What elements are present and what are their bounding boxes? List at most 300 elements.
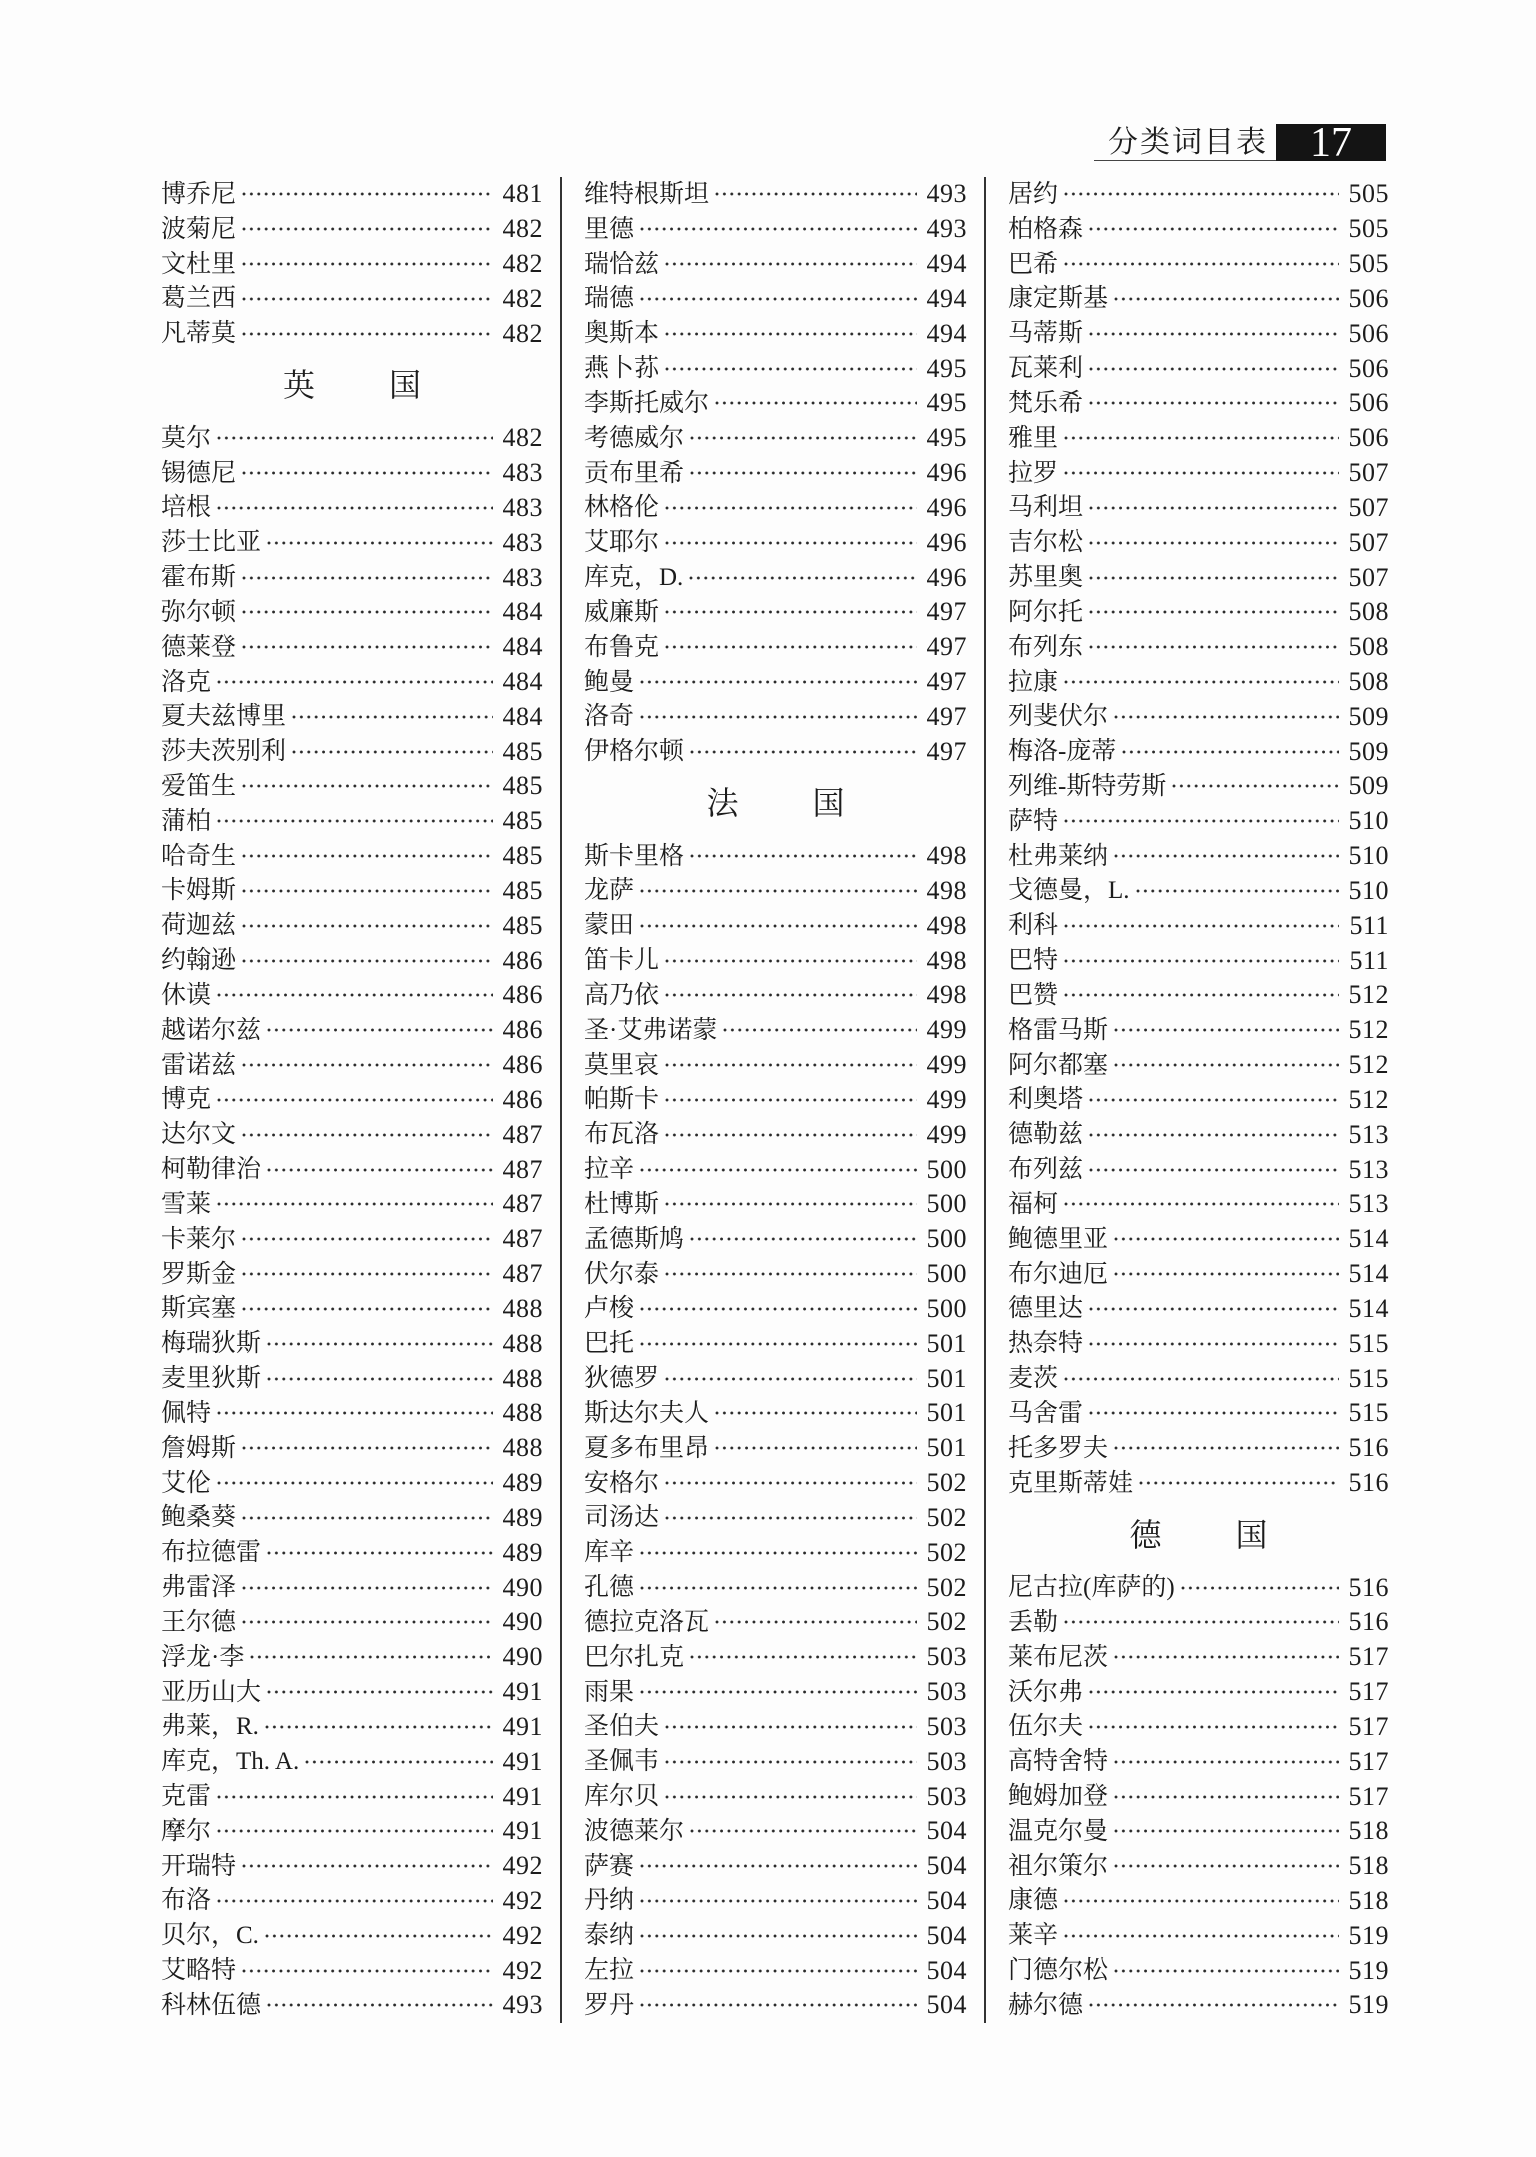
entry-page-number: 506 [1348,423,1389,453]
entry-page-number: 517 [1348,1746,1389,1776]
entry-name: 波德莱尔 [584,1817,685,1845]
index-entry [584,1048,967,1083]
entry-name: 伍尔夫 [1008,1713,1084,1741]
entry-page-number: 496 [926,458,967,488]
entry-name: 博乔尼 [161,180,237,208]
index-entry [1008,699,1389,734]
dot-leader [267,1341,492,1347]
dot-leader [665,1794,916,1800]
index-entry [161,1431,543,1466]
entry-page-number: 505 [1348,214,1389,244]
index-entry [1008,769,1389,804]
entry-name: 洛奇 [584,703,635,731]
index-entry [1008,595,1389,630]
dot-leader [715,1410,916,1416]
entry-name: 蒲柏 [161,807,212,835]
entry-page-number: 515 [1348,1398,1389,1428]
index-entry [1008,1431,1389,1466]
index-entry [584,386,967,421]
entry-page-number: 498 [926,910,967,940]
index-entry [584,1117,967,1152]
index-entry [584,1292,967,1327]
dot-leader [1089,1132,1338,1138]
index-entry [161,1744,543,1779]
entry-page-number: 485 [502,736,543,766]
dot-leader [242,644,492,650]
dot-leader [242,1863,492,1869]
dot-leader [1089,400,1338,406]
dot-leader [1064,1898,1338,1904]
index-entry [1008,1709,1389,1744]
dot-leader [1114,1759,1338,1765]
entry-name: 拉辛 [584,1156,635,1184]
entry-page-number: 495 [926,388,967,418]
dot-leader [640,923,916,929]
index-entry [161,1013,543,1048]
entry-page-number: 509 [1348,701,1389,731]
index-entry [1008,1361,1389,1396]
entry-name: 布瓦洛 [584,1121,660,1149]
entry-page-number: 519 [1348,1955,1389,1985]
index-entry [161,1152,543,1187]
entry-page-number: 505 [1348,249,1389,279]
entry-page-number: 504 [926,1990,967,2020]
entry-page-number: 482 [502,214,543,244]
entry-name: 贝尔，C. [161,1922,259,1950]
index-entry [1008,525,1389,560]
dot-leader [242,1968,492,1974]
entry-page-number: 500 [926,1293,967,1323]
dot-leader [217,818,492,824]
dot-leader [1114,1271,1338,1277]
dot-leader [665,505,916,511]
dot-leader [242,853,492,859]
entry-page-number: 506 [1348,283,1389,313]
index-entry [584,421,967,456]
dot-leader [1064,435,1338,441]
entry-name: 克雷 [161,1783,212,1810]
index-entry [161,1640,543,1675]
entry-name: 哈奇生 [161,842,237,870]
entry-page-number: 484 [502,597,543,627]
entry-page-number: 486 [502,980,543,1010]
dot-leader [217,1201,492,1207]
dot-leader [690,749,916,755]
entry-name: 鲍曼 [584,668,635,696]
index-entry [1008,1152,1389,1187]
dot-leader [1064,992,1338,998]
dot-leader [1089,1167,1338,1173]
index-entry [1008,1326,1389,1361]
entry-page-number: 515 [1348,1363,1389,1393]
entry-page-number: 507 [1348,458,1389,488]
dot-leader [640,679,916,685]
dot-leader [665,1724,916,1730]
entry-name: 罗斯金 [161,1260,237,1288]
entry-page-number: 482 [502,249,543,279]
entry-page-number: 484 [502,701,543,731]
dot-leader [217,1828,492,1834]
index-entry [584,281,967,316]
entry-page-number: 483 [502,458,543,488]
entry-name: 帕斯卡 [584,1086,660,1114]
entry-page-number: 492 [502,1885,543,1915]
dot-leader [217,679,492,685]
index-entry [161,525,543,560]
index-entry [584,212,967,247]
index-entry [1008,1953,1389,1988]
dot-leader [640,2002,916,2008]
entry-page-number: 489 [502,1468,543,1498]
entry-name: 库克，D. [584,564,684,592]
entry-page-number: 508 [1348,667,1389,696]
index-entry [1008,1048,1389,1083]
dot-leader [292,714,492,720]
entry-name: 巴赞 [1008,981,1059,1009]
dot-leader [267,540,492,546]
index-entry [584,316,967,351]
index-entry [584,1257,967,1292]
dot-leader [242,331,492,337]
entry-name: 拉罗 [1008,459,1059,487]
entry-page-number: 487 [502,1119,543,1149]
entry-name: 梵乐希 [1008,389,1084,417]
entry-page-number: 519 [1348,1920,1389,1950]
entry-name: 赫尔德 [1008,1991,1084,2019]
entry-name: 凡蒂莫 [161,320,237,348]
entry-page-number: 499 [926,1084,967,1114]
entry-page-number: 516 [1348,1468,1389,1498]
entry-name: 利科 [1008,912,1059,940]
entry-name: 维特根斯坦 [584,180,710,208]
entry-page-number: 498 [926,841,967,871]
dot-leader [1089,2002,1338,2008]
dot-leader [640,1306,916,1312]
index-entry [1008,1884,1389,1919]
entry-name: 德莱登 [161,633,237,661]
dot-leader [1089,226,1338,232]
dot-leader [690,470,916,476]
index-entry [584,1570,967,1605]
entry-name: 雨果 [584,1678,635,1706]
entry-page-number: 500 [926,1154,967,1184]
index-entry [161,1918,543,1953]
dot-leader [242,888,492,894]
entry-page-number: 483 [502,562,543,592]
dot-leader [665,644,916,650]
entry-page-number: 512 [1348,980,1389,1010]
index-entry [161,1605,543,1640]
index-entry [161,1257,543,1292]
dot-leader [217,1410,492,1416]
entry-name: 杜弗莱纳 [1008,842,1109,870]
dot-leader [640,1863,916,1869]
dot-leader [665,1271,916,1277]
dot-leader [1114,1062,1338,1068]
entry-page-number: 497 [926,597,967,627]
dot-leader [715,400,916,406]
entry-name: 圣伯夫 [584,1713,660,1741]
index-entry [161,943,543,978]
index-entry [584,1152,967,1187]
index-entry [161,281,543,316]
dot-leader [267,1167,492,1173]
index-entry [1008,386,1389,421]
index-entry [1008,1779,1389,1814]
entry-name: 布鲁克 [584,633,660,661]
entry-name: 霍布斯 [161,564,237,592]
index-entry [584,595,967,630]
entry-page-number: 507 [1348,562,1389,592]
index-entry [1008,978,1389,1013]
entry-page-number: 489 [502,1537,543,1567]
entry-page-number: 514 [1348,1259,1389,1289]
entry-name: 伏尔泰 [584,1260,660,1288]
index-entry [584,630,967,665]
index-entry [161,1117,543,1152]
index-entry [1008,1744,1389,1779]
index-entry [1008,247,1389,282]
entry-page-number: 486 [502,1050,543,1080]
dot-leader [1136,888,1339,894]
index-entry [584,1918,967,1953]
index-entry [161,212,543,247]
entry-name: 达尔文 [161,1121,237,1149]
entry-page-number: 487 [502,1154,543,1184]
entry-page-number: 493 [926,214,967,244]
entry-name: 萨特 [1008,807,1059,835]
entry-name: 克里斯蒂娃 [1008,1469,1134,1497]
dot-leader [665,331,916,337]
dot-leader [665,261,916,267]
page-number-box: 17 [1276,124,1386,161]
dot-leader [690,435,916,441]
index-entry [584,1605,967,1640]
entry-name: 莱辛 [1008,1922,1059,1950]
dot-leader [1114,714,1338,720]
dot-leader [242,226,492,232]
dot-leader [1114,1968,1338,1974]
dot-leader [1089,1097,1338,1103]
dot-leader [665,1097,916,1103]
index-entry [1008,1814,1389,1849]
entry-name: 司汤达 [584,1504,660,1532]
entry-page-number: 496 [926,492,967,522]
dot-leader [1172,783,1338,789]
entry-name: 莱布尼茨 [1008,1643,1109,1671]
index-column-2 [584,177,967,2023]
entry-name: 卡姆斯 [161,877,237,905]
entry-name: 卡莱尔 [161,1225,237,1253]
dot-leader [1064,679,1338,685]
index-entry [584,943,967,978]
entry-name: 麦里狄斯 [161,1365,262,1393]
entry-name: 夏多布里昂 [584,1434,710,1462]
entry-page-number: 513 [1348,1154,1389,1184]
index-entry [1008,1849,1389,1884]
dot-leader [640,1968,916,1974]
index-entry [1008,1605,1389,1640]
index-entry [161,1884,543,1919]
entry-name: 柯勒律治 [161,1156,262,1184]
entry-name: 开瑞特 [161,1852,237,1880]
column-divider [560,177,562,2023]
dot-leader [217,435,492,441]
index-entry [1008,908,1389,943]
entry-name: 瑞恰兹 [584,250,660,278]
entry-page-number: 493 [502,1990,543,2020]
index-entry [584,1535,967,1570]
entry-page-number: 504 [926,1920,967,1950]
index-entry [1008,421,1389,456]
entry-page-number: 514 [1348,1293,1389,1323]
entry-page-number: 518 [1348,1851,1389,1881]
entry-page-number: 490 [502,1572,543,1602]
dot-leader [1089,575,1338,581]
index-entry [1008,1396,1389,1431]
entry-name: 斯达尔夫人 [584,1399,710,1427]
entry-name: 爱笛生 [161,772,237,800]
index-entry [161,490,543,525]
dot-leader [217,1898,492,1904]
entry-name: 拉康 [1008,668,1059,696]
index-entry [1008,316,1389,351]
entry-name: 王尔德 [161,1608,237,1636]
dot-leader [1181,1585,1339,1591]
entry-name: 布尔迪厄 [1008,1260,1109,1288]
entry-page-number: 491 [502,1711,543,1741]
entry-page-number: 506 [1348,353,1389,383]
entry-name: 约翰逊 [161,947,237,975]
dot-leader [242,609,492,615]
entry-page-number: 501 [926,1398,967,1428]
entry-name: 莫里哀 [584,1051,660,1079]
index-entry [584,247,967,282]
index-entry [1008,490,1389,525]
index-entry [584,1431,967,1466]
index-entry [161,456,543,491]
dot-leader [715,1619,916,1625]
entry-name: 康德 [1008,1887,1059,1915]
dot-leader [242,923,492,929]
index-entry [1008,351,1389,386]
entry-name: 葛兰西 [161,285,237,313]
dot-leader [242,1585,492,1591]
entry-page-number: 510 [1348,841,1389,871]
running-header [1094,120,1386,166]
dot-leader [1089,609,1338,615]
dot-leader [292,749,492,755]
entry-page-number: 504 [926,1955,967,1985]
dot-leader [665,1376,916,1382]
entry-name: 莎士比亚 [161,529,262,557]
entry-name: 阿尔都塞 [1008,1051,1109,1079]
index-entry [161,1222,543,1257]
index-entry [161,247,543,282]
entry-name: 热奈特 [1008,1330,1084,1358]
index-entry [161,1535,543,1570]
entry-name: 艾耶尔 [584,529,660,557]
entry-page-number: 491 [502,1746,543,1776]
entry-page-number: 486 [502,945,543,975]
entry-name: 布拉德雷 [161,1539,262,1567]
entry-name: 艾伦 [161,1469,212,1497]
entry-name: 斯宾塞 [161,1295,237,1323]
entry-name: 龙萨 [584,877,635,905]
entry-name: 布列兹 [1008,1156,1084,1184]
index-entry [584,734,967,769]
entry-name: 吉尔松 [1008,529,1084,557]
entry-page-number: 494 [926,283,967,313]
index-entry [161,1326,543,1361]
entry-page-number: 502 [926,1502,967,1532]
index-entry [1008,1640,1389,1675]
dot-leader [665,1132,916,1138]
entry-name: 居约 [1008,180,1059,208]
index-entry [584,1779,967,1814]
entry-name: 文杜里 [161,250,237,278]
dot-leader [1064,470,1338,476]
entry-name: 洛克 [161,668,212,696]
index-entry [584,1326,967,1361]
entry-page-number: 487 [502,1259,543,1289]
dot-leader [640,1689,916,1695]
entry-page-number: 511 [1349,910,1389,940]
dot-leader [715,191,916,197]
entry-name: 艾略特 [161,1957,237,1985]
entry-name: 科林伍德 [161,1991,262,2019]
index-entry [161,316,543,351]
entry-name: 佩特 [161,1399,212,1427]
entry-name: 安格尔 [584,1469,660,1497]
dot-leader [1114,1794,1338,1800]
entry-page-number: 488 [502,1328,543,1358]
entry-name: 莎夫茨别利 [161,738,287,766]
dot-leader [1064,958,1339,964]
entry-name: 詹姆斯 [161,1434,237,1462]
entry-page-number: 503 [926,1746,967,1776]
entry-page-number: 512 [1348,1084,1389,1114]
entry-page-number: 497 [926,667,967,696]
index-entry [1008,839,1389,874]
dot-leader [1064,923,1339,929]
entry-name: 林格伦 [584,494,660,522]
entry-name: 麦茨 [1008,1365,1059,1393]
section-heading-text: 法 国 [706,785,845,822]
index-entry [584,1187,967,1222]
entry-name: 鲍桑葵 [161,1504,237,1532]
entry-name: 博克 [161,1086,212,1114]
index-entry [161,1396,543,1431]
dot-leader [1114,1445,1338,1451]
entry-name: 考德威尔 [584,424,685,452]
entry-name: 福柯 [1008,1190,1059,1218]
entry-page-number: 502 [926,1468,967,1498]
entry-name: 格雷马斯 [1008,1016,1109,1044]
entry-page-number: 507 [1348,492,1389,522]
dot-leader [217,1097,492,1103]
entry-name: 巴托 [584,1330,635,1358]
dot-leader [242,783,492,789]
entry-page-number: 497 [926,736,967,766]
entry-page-number: 484 [502,667,543,696]
entry-page-number: 502 [926,1572,967,1602]
entry-name: 马舍雷 [1008,1399,1084,1427]
entry-page-number: 488 [502,1363,543,1393]
index-entry [1008,1988,1389,2023]
dot-leader [1064,1201,1338,1207]
entry-page-number: 500 [926,1224,967,1254]
